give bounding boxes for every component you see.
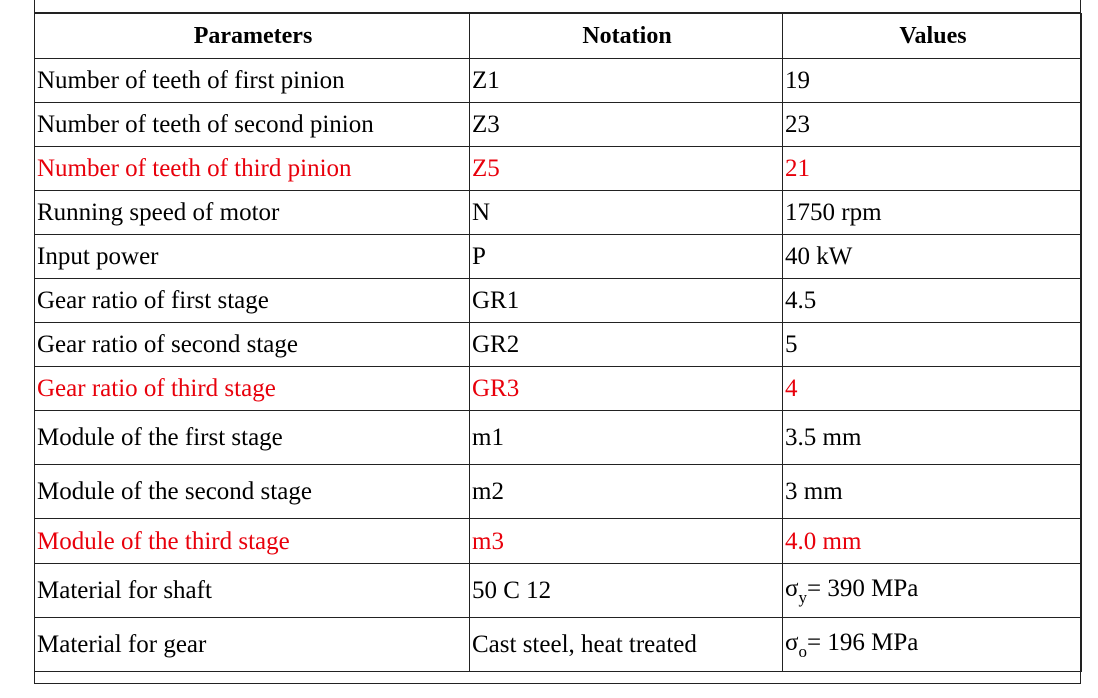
sigma-subscript: y (798, 587, 807, 607)
value-cell (783, 564, 1082, 618)
table-row (35, 279, 1082, 323)
param-cell: Number of teeth of third pinion (35, 147, 470, 191)
param-cell: Module of the third stage (35, 519, 470, 564)
notation-cell: GR3 (470, 367, 783, 411)
value-cell: 5 (783, 323, 1082, 367)
notation-cell: P (470, 235, 783, 279)
param-cell: Gear ratio of first stage (35, 279, 470, 323)
notation-cell: 50 C 12 (470, 564, 783, 618)
header-row (35, 14, 1082, 59)
notation-cell: N (470, 191, 783, 235)
value-cell: 1750 rpm (783, 191, 1082, 235)
header-notation: Notation (470, 14, 783, 59)
value-cell: 3.5 mm (783, 411, 1082, 465)
table-row (35, 465, 1082, 519)
notation-cell: GR1 (470, 279, 783, 323)
param-cell: Gear ratio of second stage (35, 323, 470, 367)
notation-cell: GR2 (470, 323, 783, 367)
value-cell: 23 (783, 103, 1082, 147)
table-row-highlighted (35, 367, 1082, 411)
table-row (35, 235, 1082, 279)
value-cell: 3 mm (783, 465, 1082, 519)
notation-cell: Cast steel, heat treated (470, 618, 783, 672)
value-cell (783, 618, 1082, 672)
value-text: = 390 MPa (806, 574, 919, 602)
param-cell: Gear ratio of third stage (35, 367, 470, 411)
param-cell: Input power (35, 235, 470, 279)
table-row (35, 191, 1082, 235)
notation-cell: m2 (470, 465, 783, 519)
value-cell: 19 (783, 59, 1082, 103)
header-values: Values (783, 14, 1082, 59)
notation-cell: Z3 (470, 103, 783, 147)
table-row (35, 564, 1082, 618)
table-row (35, 411, 1082, 465)
table-row-highlighted (35, 519, 1082, 564)
param-cell: Module of the first stage (35, 411, 470, 465)
header-parameters: Parameters (35, 14, 470, 59)
value-text: = 196 MPa (806, 628, 919, 656)
param-cell: Number of teeth of first pinion (35, 59, 470, 103)
param-cell: Module of the second stage (35, 465, 470, 519)
value-cell: 21 (783, 147, 1082, 191)
table-row (35, 103, 1082, 147)
table-row (35, 59, 1082, 103)
value-cell: 4.0 mm (783, 519, 1082, 564)
notation-cell: Z5 (470, 147, 783, 191)
sigma-symbol: σ (785, 574, 799, 602)
notation-cell: Z1 (470, 59, 783, 103)
sigma-subscript: o (798, 641, 807, 661)
table-row (35, 323, 1082, 367)
value-cell: 40 kW (783, 235, 1082, 279)
sigma-symbol: σ (785, 628, 799, 656)
table-row (35, 618, 1082, 672)
param-cell: Material for gear (35, 618, 470, 672)
notation-cell: m3 (470, 519, 783, 564)
value-cell: 4.5 (783, 279, 1082, 323)
notation-cell: m1 (470, 411, 783, 465)
param-cell: Running speed of motor (35, 191, 470, 235)
table-row-highlighted (35, 147, 1082, 191)
value-cell: 4 (783, 367, 1082, 411)
param-cell: Material for shaft (35, 564, 470, 618)
param-cell: Number of teeth of second pinion (35, 103, 470, 147)
parameters-table (34, 13, 1082, 672)
